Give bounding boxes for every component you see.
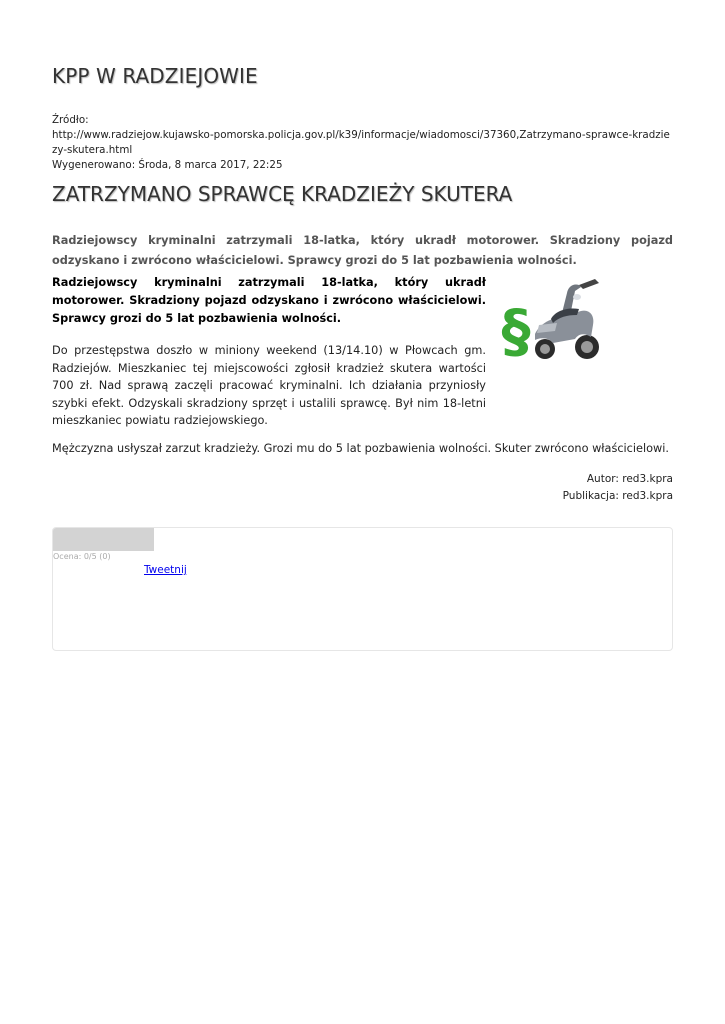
article-lead-summary: Radziejowscy kryminalni zatrzymali 18-latka, który ukradł motorower. Skradziony pojazd odzyskano i zwrócono właścicielowi. Sprawcy grozi do 5 lat pozbawienia wolności. bbox=[52, 234, 673, 267]
article-paragraph-2: Mężczyzna usłyszał zarzut kradzieży. Grozi mu do 5 lat pozbawienia wolności. Skuter zwrócono właścicielowi. bbox=[52, 442, 669, 455]
author-line: Autor: red3.kpra bbox=[586, 473, 673, 485]
source-label: Źródło: bbox=[52, 114, 89, 126]
rating-label: Ocena: 0/5 (0) bbox=[53, 552, 111, 561]
svg-text:§: § bbox=[501, 297, 531, 361]
article-content bbox=[52, 274, 673, 430]
rating-panel bbox=[52, 527, 673, 651]
scooter-paragraph-icon bbox=[495, 275, 605, 361]
tweet-link[interactable]: Tweetnij bbox=[144, 564, 187, 576]
site-title: KPP W RADZIEJOWIE bbox=[52, 64, 258, 88]
document-meta bbox=[52, 113, 673, 173]
article-title: ZATRZYMANO SPRAWCĘ KRADZIEŻY SKUTERA bbox=[52, 182, 513, 206]
rating-stars-bar[interactable] bbox=[53, 528, 154, 551]
generated-date: Wygenerowano: Środa, 8 marca 2017, 22:25 bbox=[52, 159, 283, 171]
scooter-photo bbox=[495, 275, 605, 361]
source-url: http://www.radziejow.kujawsko-pomorska.policja.gov.pl/k39/informacje/wiadomosci/37360,Zatrzymano-sprawce-kradziezy-skutera.html bbox=[52, 129, 670, 156]
publication-line: Publikacja: red3.kpra bbox=[562, 490, 673, 502]
article-paragraph-1: Do przestępstwa doszło w miniony weekend (13/14.10) w Płowcach gm. Radziejów. Mieszkaniec tej miejscowości zgłosił kradzież skutera wartości 700 zł. Nad sprawą zaczęli pracować kryminalni. Ich działania przyniosły szybki efekt. Odzyskali skradziony sprzęt i ustalili sprawcę. Był nim 18-letni mieszkaniec powiatu radziejowskiego. bbox=[52, 344, 486, 427]
article-byline bbox=[52, 471, 673, 505]
article-lead: Radziejowscy kryminalni zatrzymali 18-latka, który ukradł motorower. Skradziony pojazd odzyskano i zwrócono właścicielowi. Sprawcy grozi do 5 lat pozbawienia wolności. bbox=[52, 276, 486, 325]
